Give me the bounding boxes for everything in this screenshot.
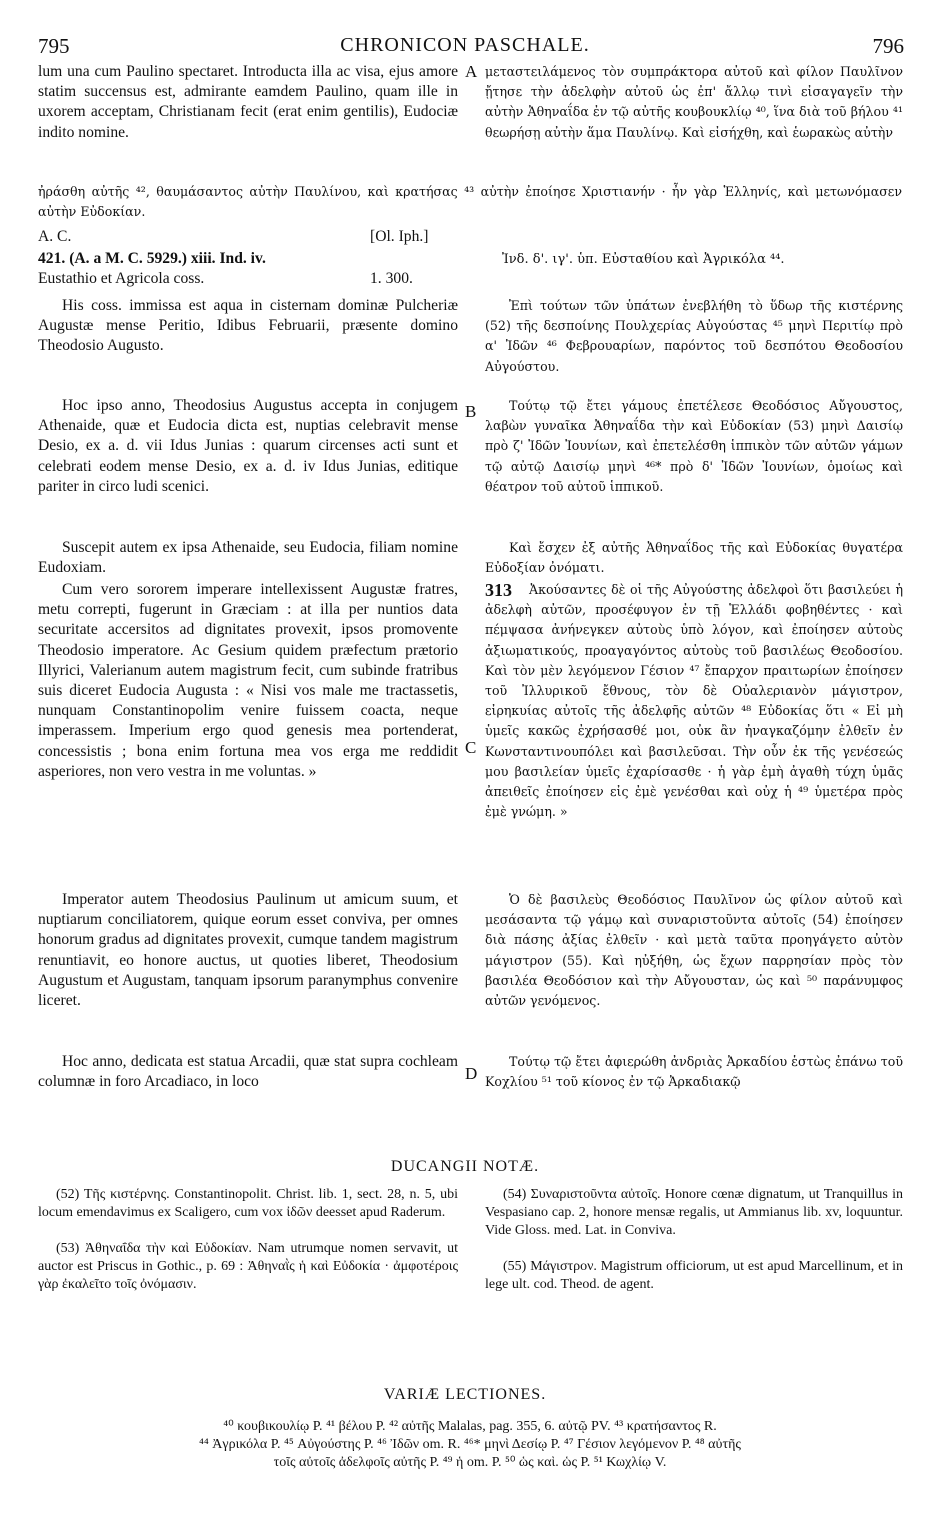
year-number: 1. 300.	[370, 270, 413, 287]
latin-paragraph-paulinus: Imperator autem Theodosius Paulinum ut amicum suum, et nuptiarum conciliatorem, quique eorum esset conviva, per omnes honorum gradus ad dignitates provexit, cumque tandem magistrum renuntiavit, eo honore auctus, ut quoties liberet, Theodosium Augustum et Augustam, tanquam ipsorum paranymphus convenire liceret.	[38, 891, 458, 1010]
greek-dating-line: Ἰνδ. δ'. ιγ'. ὑπ. Εὐσταθίου καὶ Ἀγρικόλα ⁴⁴.	[502, 252, 785, 267]
page-number-right: 796	[872, 34, 904, 58]
margin-letter-a: A	[465, 62, 478, 81]
greek-full-width-line: ἠράσθη αὐτῆς ⁴², θαυμάσαντος αὐτὴν Παυλίνου, καὶ κρατήσας ⁴³ αὐτὴν ἐποίησε Χριστιανήν · ἦν γὰρ Ἑλληνίς, καὶ μετωνόμασεν αὐτὴν Εὐδοκίαν.	[38, 184, 902, 219]
variant-line-2: ⁴⁴ Ἀγρικόλα P. ⁴⁵ Αὐγούστης P. ⁴⁶ Ἰδῶν om. R. ⁴⁶* μηνὶ Δεσίῳ P. ⁴⁷ Γέσιον λεγόμενον P. ⁴⁸ αὐτῆς	[199, 1437, 741, 1452]
margin-letter-c: C	[465, 738, 477, 757]
year-heading: 421. (A. a M. C. 5929.) xiii. Ind. iv.	[38, 250, 266, 267]
greek-paragraph-brothers: Ἀκούσαντες δὲ οἱ τῆς Αὐγούστης ἀδελφοὶ ὅτι βασιλεύει ἡ ἀδελφὴ αὐτῶν, προσέφυγον ἐν τῇ Ἑλλάδι φοβηθέντες · καὶ πέμψασα ἀνήνεγκεν αὐτοὺς ὑπὸ λόγον, καὶ ἐποίησεν αὐτοὺς ἀξιωματικούς, προαγαγόντος αὐτοὺς τοῦ βασιλέως Θεοδοσίου. Καὶ τὸν μὲν λεγόμενον Γέσιον ⁴⁷ ἔπαρχον πραιτωρίων ἐποίησεν τοῦ Ἰλλυρικοῦ ἔθνους, τὸν δὲ Οὐαλεριανὸν μάγιστρον, εἰρηκυίας αὐτοῖς τῆς ἀδελφῆς αὐτῶν ⁴⁸ Εὐδοκίας ὅτι « Εἰ μὴ ὑμεῖς κακῶς ἐχρήσασθέ μοι, οὐκ ἂν ἠναγκαζόμην ἐλθεῖν ἐν Κωνσταντινουπόλει καὶ βασιλεῦσαι. Τὴν οὖν ἐκ τῆς γενέσεώς μου βασιλείαν ὑμεῖς ἐχαρίσασθε · ἡ γὰρ ἐμὴ ἀγαθὴ τύχη ὑμᾶς ἀπειθεῖς ἐποίησεν εἰς ἐμὲ γενέσθαι καὶ οὐχ ἡ ⁴⁹ ὑμετέρα πρὸς ἐμὲ γνώμη. »	[485, 582, 903, 820]
note-53: (53) Ἀθηναΐδα τὴν καὶ Εὐδοκίαν. Nam utrumque nomen servavit, ut auctor est Priscus in Gothic., p. 69 : Ἀθηναῒς ἡ καὶ Εὐδοκία · ἀμφοτέροις γὰρ ἐκαλεῖτο τοῖς ὀνόμασιν.	[38, 1241, 458, 1292]
greek-paragraph-paulinus: Ὁ δὲ βασιλεὺς Θεοδόσιος Παυλῖνον ὡς φίλον αὐτοῦ καὶ μεσάσαντα τῷ γάμῳ καὶ συναριστοῦντα αὐτοῖς (54) ἐποίησεν διὰ πάσης ἀξίας ἐλθεῖν · καὶ μετὰ ταῦτα προηγάγετο αὐτὸν μάγιστρον (55). Καὶ ηὐξήθη, ὡς ἔχων παρρησίαν πρὸς τὸν βασιλέα Θεοδόσιον καὶ τὴν Αὔγουσταν, ὡς καὶ ⁵⁰ παράνυμφος αὐτῶν γενόμενος.	[485, 892, 903, 1009]
olympiad-label: [Ol. Iph.]	[370, 228, 429, 245]
column-number: 313	[485, 580, 512, 600]
latin-paragraph-statue: Hoc anno, dedicata est statua Arcadii, quæ stat supra cochleam columnæ in foro Arcadiaco, in loco	[38, 1053, 458, 1091]
latin-intro-paragraph: lum una cum Paulino spectaret. Introducta illa ac visa, ejus amore statim succensus est, admirante eamdem Paulino, quam ille in uxorem acceptam, Christianam fecit (erat enim gentilis), Eudociæ indito nomine.	[38, 63, 458, 141]
greek-paragraph-wedding: Τούτῳ τῷ ἔτει γάμους ἐπετέλεσε Θεοδόσιος Αὔγουστος, λαβὼν γυναῖκα Ἀθηναΐδα τὴν καὶ Εὐδοκίαν (53) μηνὶ Δαισίῳ πρὸ ζ' Ἰδῶν Ἰουνίων, καὶ ἐπετελέσθη ἱππικὸν τῶν αὐτῶν γάμων τῷ αὐτῷ Δαισίῳ μηνὶ ⁴⁶* πρὸ δ' Ἰδῶν Ἰουνίων, ὁμοίως καὶ θέατρον τοῦ αὐτοῦ ἱππικοῦ.	[485, 398, 903, 494]
variant-line-3: τοῖς αὐτοῖς ἀδελφοῖς αὐτῆς P. ⁴⁹ ἡ om. P. ⁵⁰ ὡς καὶ. ὡς P. ⁵¹ Κωχλίῳ V.	[273, 1455, 667, 1470]
consuls-line: Eustathio et Agricola coss.	[38, 270, 205, 287]
margin-letter-b: B	[465, 402, 477, 421]
greek-paragraph-daughter: Καὶ ἔσχεν ἐξ αὐτῆς Ἀθηναΐδος τῆς καὶ Εὐδοκίας θυγατέρα Εὐδοξίαν ὀνόματι.	[485, 540, 903, 576]
notes-heading: DUCANGII NOTÆ.	[390, 1158, 540, 1175]
note-54: (54) Συναριστοῦντα αὐτοῖς. Honore cœnæ dignatum, ut Tranquillus in Vespasiano cap. 2, honore mensæ regalis, ut Ammianus lib. xv, loquuntur. Vide Gloss. med. Lat. in Conviva.	[485, 1187, 903, 1238]
greek-intro-paragraph: μεταστειλάμενος τὸν συμπράκτορα αὐτοῦ καὶ φίλον Παυλῖνον ᾔτησε τὴν ἀδελφὴν αὐτοῦ ὡς ἐπ' ἄλλῳ τινὶ εἰσαγαγεῖν τὴν αὐτὴν Ἀθηναΐδα ἐν τῷ αὐτῆς κουβουκλίῳ ⁴⁰, ἵνα διὰ τοῦ βήλου ⁴¹ θεωρήσῃ αὐτὴν ἅμα Παυλίνῳ. Καὶ εἰσήχθη, καὶ ἑωρακὼς αὐτὴν	[485, 64, 903, 140]
margin-letter-d: D	[465, 1064, 478, 1083]
note-55: (55) Μάγιστρον. Magistrum officiorum, ut est apud Marcellinum, et in lege ult. cod. Theod. de agent.	[485, 1259, 903, 1292]
variant-line-1: ⁴⁰ κουβικουλίῳ P. ⁴¹ βέλου P. ⁴² αὐτῆς Malalas, pag. 355, 6. αὐτῷ PV. ⁴³ κρατήσαντος R.	[223, 1419, 717, 1434]
greek-paragraph-statue: Τούτῳ τῷ ἔτει ἀφιερώθη ἀνδριὰς Ἀρκαδίου ἑστὼς ἐπάνω τοῦ Κοχλίου ⁵¹ τοῦ κίονος ἐν τῷ Ἀρκαδιακῷ	[485, 1054, 903, 1090]
anno-christi-label: A. C.	[38, 228, 72, 245]
running-title: CHRONICON PASCHALE.	[340, 34, 590, 56]
running-header	[0, 34, 930, 58]
latin-paragraph-wedding: Hoc ipso anno, Theodosius Augustus accepta in conjugem Athenaide, quæ et Eudocia dicta est, nuptias celebravit mense Desio, ex a. d. vii Idus Junias : quarum circenses acti sunt et celebrati eodem mense Desio, ex a. d. iv Idus Junias, editique pariter in circo ludi scenici.	[38, 397, 458, 495]
greek-paragraph-cistern: Ἐπὶ τούτων τῶν ὑπάτων ἐνεβλήθη τὸ ὕδωρ τῆς κιστέρνης (52) τῆς δεσποίνης Πουλχερίας Αὐγούστας ⁴⁵ μηνὶ Περιτίῳ πρὸ α' Ἰδῶν ⁴⁶ Φεβρουαρίων, παρόντος τοῦ δεσπότου Θεοδοσίου Αὐγούστου.	[485, 298, 903, 374]
note-52: (52) Τῆς κιστέρνης. Constantinopolit. Christ. lib. 1, sect. 28, n. 5, ubi locum emendavimus ex Scaligero, cum vox ἰδῶν deesset apud Raderum.	[38, 1187, 458, 1220]
page-number-left: 795	[38, 34, 70, 58]
latin-paragraph-brothers: Cum vero sororem imperare intellexissent Augustæ fratres, metu correpti, fugerunt in Græciam : at illa per nuntios data securitate accersitos ad dignitates provexit, ipsos promovente Theodosio imperatore. Ac Gesium quidem præfectum prætorio Illyrici, Valerianum autem magistrum fecit, cum subinde fratribus suis diceret Eudocia Augusta : « Nisi vos male me tractassetis, nunquam Constantinopolim venire fuissem coacta, neque imperassem. Imperium ergo quod genesis mea portenderat, concessistis ; bona enim fortuna mea vos erga me reddidit asperiores, non vero vestra in me voluntas. »	[38, 581, 458, 780]
latin-paragraph-daughter: Suscepit autem ex ipsa Athenaide, seu Eudocia, filiam nomine Eudoxiam.	[38, 539, 458, 577]
variae-lectiones-heading: VARIÆ LECTIONES.	[383, 1386, 547, 1403]
latin-paragraph-cistern: His coss. immissa est aqua in cisternam dominæ Pulcheriæ Augustæ mense Peritio, Idibus Februarii, præsente domino Theodosio Augusto.	[38, 297, 458, 355]
